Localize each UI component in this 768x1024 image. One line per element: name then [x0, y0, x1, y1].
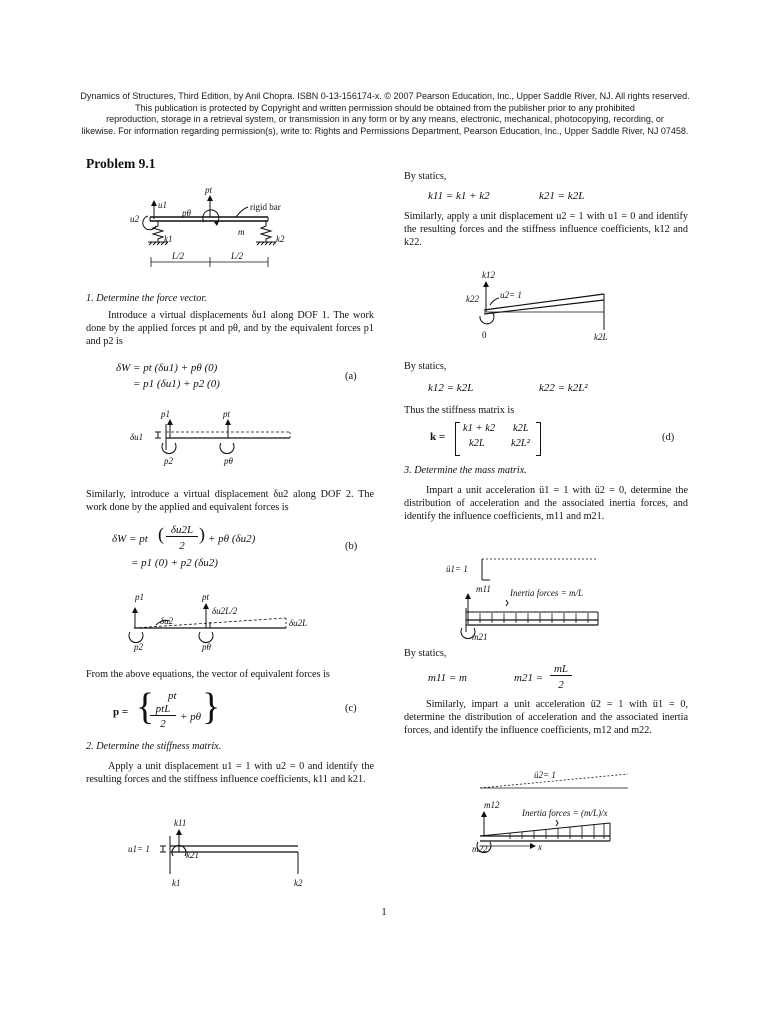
- fig1-rigid-bar-label: rigid bar: [250, 202, 281, 212]
- section-stiffness-matrix: 2. Determine the stiffness matrix.: [86, 741, 222, 752]
- para-stiffness-matrix: Thus the stiffness matrix is: [404, 405, 515, 416]
- eq-a-tag: (a): [345, 371, 357, 382]
- eq-b-left: δW = pt: [112, 533, 148, 545]
- para-virtual-displacement-2: Similarly, introduce a virtual displacement δu2 along DOF 2. The work done by the applied and equivalent forces is: [86, 489, 374, 514]
- fig4-k1-label: k1: [172, 878, 181, 888]
- eq-k12: k12 = k2L: [428, 382, 474, 394]
- fig4-u1-label: u1= 1: [128, 844, 150, 854]
- eq-a-line2: = p1 (δu1) + p2 (0): [133, 378, 220, 390]
- header-line-1: Dynamics of Structures, Third Edition, by Anil Chopra. ISBN 0-13-156174-x. © 2007 Pearson Education, Inc., Upper Saddle River, NJ. All rights reserved.: [80, 91, 690, 101]
- eq-m11: m11 = m: [428, 672, 467, 684]
- matrix-c: k2L: [469, 438, 485, 449]
- fig3-p1-label: p1: [135, 592, 144, 602]
- fig7-m12-label: m12: [484, 800, 500, 810]
- fig1-k1-label: k1: [164, 234, 173, 244]
- section-force-vector: 1. Determine the force vector.: [86, 293, 207, 304]
- fig3-du2l2-label: δu2L/2: [212, 606, 238, 616]
- para-virtual-displacement-1: Introduce a virtual displacements δu1 along DOF 1. The work done by the applied forces pt and pθ, and by the equivalent forces p1 and p2 is: [86, 310, 374, 348]
- eq-c-top: pt: [168, 690, 177, 702]
- header-line-4: likewise. For information regarding permission(s), write to: Rights and Permissions Department, Pearson Education, Inc., Upper Saddle River, NJ 07458.: [81, 125, 689, 136]
- fig3-ptheta-label: pθ: [202, 642, 211, 652]
- virtual-displacement-u2-figure: [126, 588, 306, 656]
- para-equivalent-forces: From the above equations, the vector of equivalent forces is: [86, 669, 330, 680]
- fig3-pt-label: pt: [202, 592, 210, 602]
- eq-d-k: k =: [430, 431, 446, 443]
- fig3-p2-label: p2: [134, 642, 143, 652]
- problem-title: Problem 9.1: [86, 156, 156, 171]
- eq-c-rest: + pθ: [180, 711, 202, 723]
- unit-displacement-u1-figure: [128, 818, 308, 896]
- para-unit-acceleration-2: Similarly, impart a unit acceleration ü2 = 1 with ü1 = 0, determine the distribution of acceleration and the associated inertia forces, and identify the influence coefficients, m12 and m22.: [404, 699, 688, 737]
- fig4-k2-label: k2: [294, 878, 303, 888]
- fig6-inertia-label: Inertia forces = m/L: [510, 588, 583, 598]
- fig2-pt-label: pt: [223, 409, 231, 419]
- fig6-m21-label: m21: [472, 632, 488, 642]
- fig1-u1-label: u1: [158, 200, 167, 210]
- rigid-bar-figure: [118, 184, 308, 276]
- eq-k22: k22 = k2L²: [539, 382, 588, 394]
- eq-k11: k11 = k1 + k2: [428, 190, 490, 202]
- fig1-span1-label: L/2: [172, 251, 185, 261]
- fig3-du2-label: δu2: [160, 616, 174, 626]
- fig5-zero-label: 0: [482, 330, 487, 340]
- fig5-k22-label: k22: [466, 294, 479, 304]
- header-line-3: reproduction, storage in a retrieval system, or transmission in any form or by any means, electronic, mechanical, photocopying, recording, or: [106, 114, 664, 124]
- eq-a-line1: δW = pt (δu1) + pθ (0): [116, 362, 218, 374]
- unit-acceleration-u2-figure: [470, 766, 640, 858]
- eq-c-p: p =: [113, 706, 129, 718]
- para-unit-displacement-u1: Apply a unit displacement u1 = 1 with u2 = 0 and identify the resulting forces and the stiffness influence coefficients, k11 and k21.: [86, 761, 374, 786]
- eq-c-brace-open: {: [136, 686, 155, 728]
- eq-b-line2: = p1 (0) + p2 (δu2): [131, 557, 218, 569]
- fig1-ptheta-label: pθ: [182, 208, 191, 218]
- eq-b-right: + pθ (δu2): [208, 533, 256, 545]
- fig3-du2l-label: δu2L: [289, 618, 308, 628]
- fig2-p2-label: p2: [164, 456, 173, 466]
- stiffness-matrix: [455, 422, 541, 454]
- fig1-u2-label: u2: [130, 214, 139, 224]
- eq-k21: k21 = k2L: [539, 190, 585, 202]
- eq-c-tag: (c): [345, 703, 357, 714]
- eq-b-fraction-num: δu2L: [166, 524, 198, 537]
- fig6-m11-label: m11: [476, 584, 491, 594]
- unit-displacement-u2-figure: [464, 272, 614, 348]
- eq-c-num: ptL: [150, 703, 176, 716]
- eq-b-fraction-den: 2: [179, 540, 185, 552]
- fig5-u2-label: u2= 1: [500, 290, 522, 300]
- para-unit-acceleration-1: Impart a unit acceleration ü1 = 1 with ü2 = 0, determine the distribution of acceleration and the associated inertia forces, and identify the influence coefficients, m11 and m21.: [404, 485, 688, 523]
- eq-m21-left: m21 =: [514, 672, 544, 684]
- copyright-header: [40, 91, 730, 137]
- fig2-du1-label: δu1: [130, 432, 144, 442]
- fig1-pt-label: pt: [205, 185, 213, 195]
- header-line-2: This publication is protected by Copyright and written permission should be obtained from the publisher prior to any prohibited: [135, 102, 635, 113]
- fig4-k11-label: k11: [174, 818, 187, 828]
- by-statics-3: By statics,: [404, 648, 447, 659]
- eq-d-tag: (d): [662, 432, 675, 443]
- matrix-d: k2L²: [511, 438, 530, 449]
- eq-b-tag: (b): [345, 541, 358, 552]
- matrix-a: k1 + k2: [463, 423, 496, 434]
- fig7-ua-label: ü2= 1: [534, 770, 556, 780]
- page-number: 1: [381, 906, 387, 918]
- by-statics-1: By statics,: [404, 171, 447, 182]
- section-mass-matrix: 3. Determine the mass matrix.: [404, 465, 527, 476]
- fig6-ua-label: ü1= 1: [446, 564, 468, 574]
- fig5-k2l-label: k2L: [594, 332, 608, 342]
- eq-m21-num: mL: [550, 663, 572, 676]
- fig7-m22-label: m22: [472, 844, 488, 854]
- fig1-k2-label: k2: [276, 234, 285, 244]
- eq-b-paren-close: ): [199, 524, 205, 544]
- eq-c-brace-close: }: [202, 686, 221, 728]
- eq-b-paren-open: (: [158, 524, 164, 544]
- fig5-k12-label: k12: [482, 270, 495, 280]
- fig1-span2-label: L/2: [231, 251, 244, 261]
- fig2-p1-label: p1: [161, 409, 170, 419]
- eq-c-den: 2: [160, 718, 166, 730]
- eq-m21-den: 2: [558, 679, 564, 691]
- fig1-m-label: m: [238, 227, 245, 237]
- virtual-displacement-u1-figure: [128, 410, 298, 472]
- matrix-b: k2L: [513, 423, 529, 434]
- by-statics-2: By statics,: [404, 361, 447, 372]
- fig7-inertia-label: Inertia forces = (m/L)/x: [522, 808, 608, 818]
- para-unit-displacement-u2: Similarly, apply a unit displacement u2 = 1 with u1 = 0 and identify the resulting forces and the stiffness influence coefficients, k12 and k22.: [404, 211, 688, 249]
- fig7-x-label: x: [538, 842, 542, 852]
- fig4-k21-label: k21: [186, 850, 199, 860]
- fig2-ptheta-label: pθ: [224, 456, 233, 466]
- unit-acceleration-u1-figure: [446, 552, 606, 644]
